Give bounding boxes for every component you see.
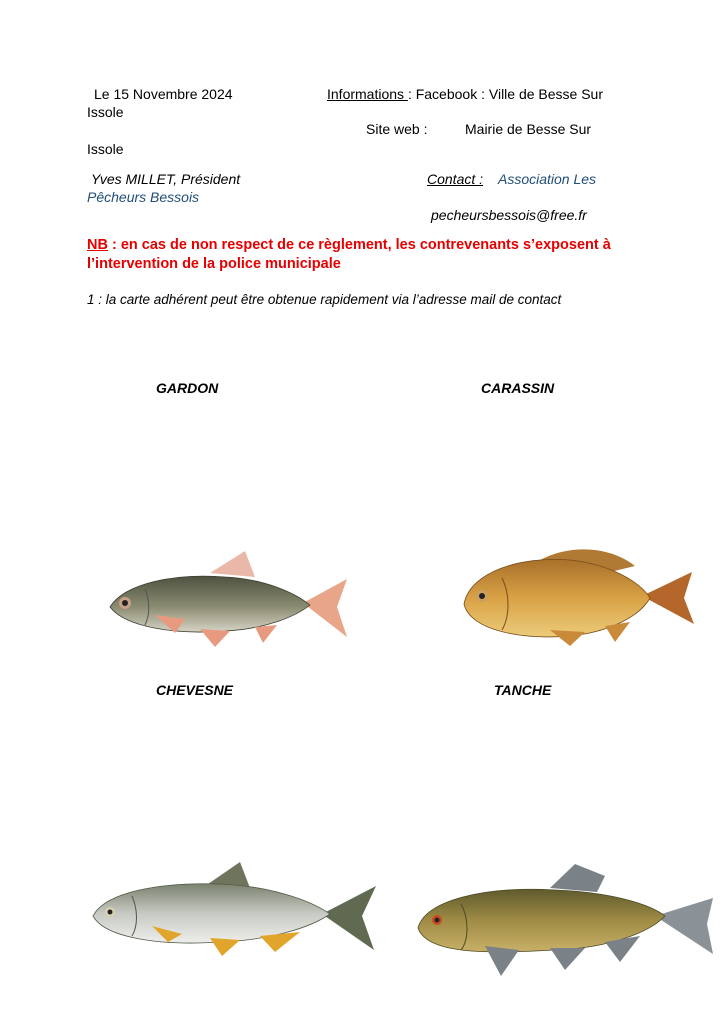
nb-label: NB	[87, 237, 108, 253]
president-name: Yves MILLET, Président	[91, 171, 241, 187]
fish-label-tanche: TANCHE	[494, 682, 552, 698]
chevesne-fish-image	[90, 858, 380, 968]
tanche-fish-image	[415, 858, 717, 982]
notice-text-1: : en cas de non respect de ce règlement, les contrevenants s’exposent à	[107, 237, 611, 253]
fish-label-carassin: CARASSIN	[481, 380, 555, 396]
association-name: Pêcheurs Bessois	[87, 189, 200, 205]
site-value: Mairie de Besse Sur	[465, 121, 592, 137]
info-label: Informations	[327, 86, 408, 102]
notice-line-1	[87, 237, 611, 253]
contact-value: Association Les	[498, 171, 597, 187]
info-line	[327, 86, 603, 102]
contact-email[interactable]: pecheursbessois@free.fr	[431, 207, 587, 223]
contact-label: Contact :	[427, 171, 484, 187]
gardon-fish-image	[105, 545, 355, 665]
info-value: : Facebook : Ville de Besse Sur	[407, 86, 604, 102]
site-label: Site web :	[366, 121, 428, 137]
footnote: 1 : la carte adhérent peut être obtenue rapidement via l’adresse mail de contact	[87, 292, 562, 307]
place-name-2: Issole	[87, 141, 124, 157]
notice-line-2: l’intervention de la police municipale	[87, 256, 341, 272]
carassin-fish-image	[460, 542, 700, 654]
place-name: Issole	[87, 104, 124, 120]
letter-date: Le 15 Novembre 2024	[94, 86, 233, 102]
fish-label-gardon: GARDON	[156, 380, 219, 396]
fish-label-chevesne: CHEVESNE	[156, 682, 234, 698]
